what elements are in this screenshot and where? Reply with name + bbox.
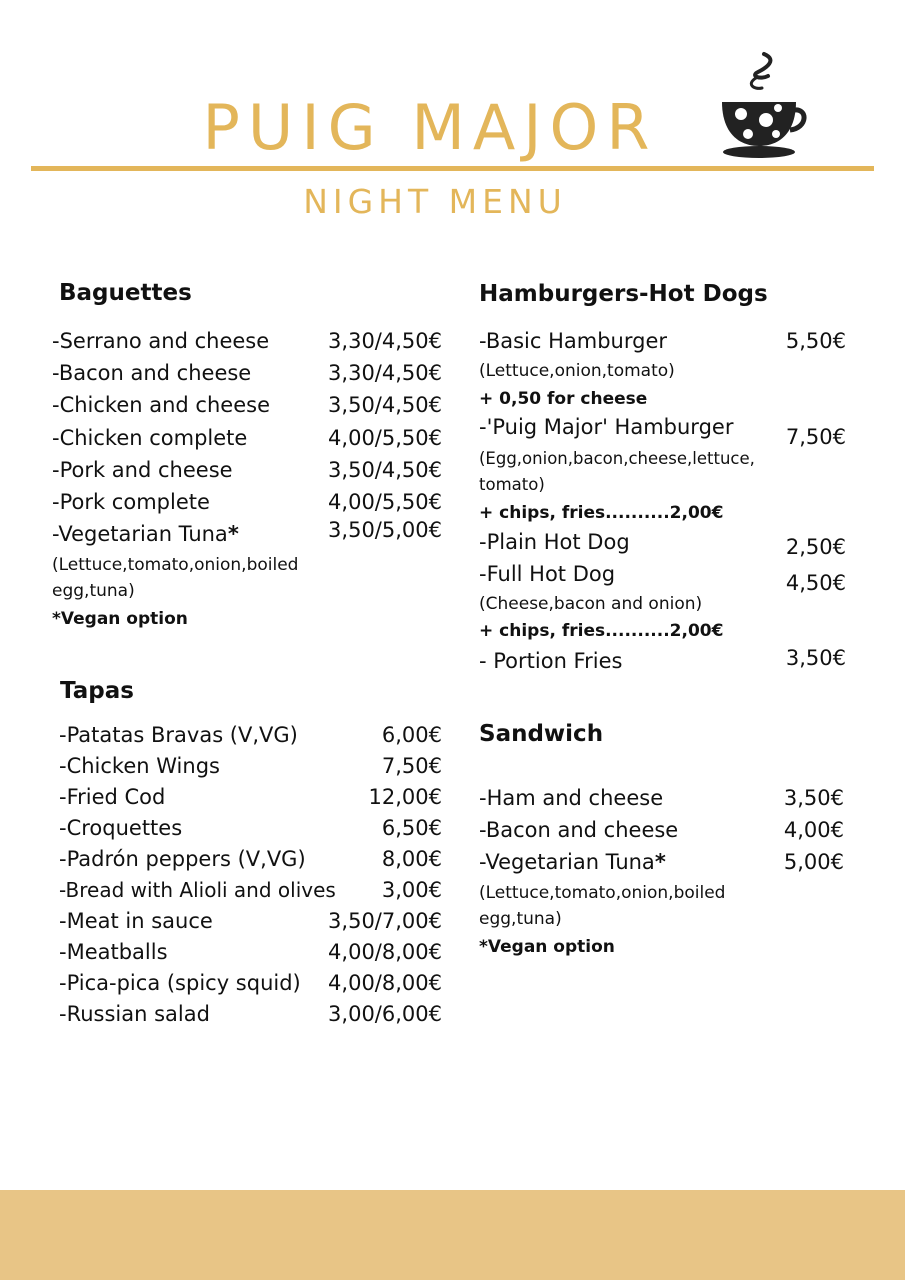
menu-item-name: -Plain Hot Dog xyxy=(479,530,630,554)
item-description: (Lettuce,onion,tomato) xyxy=(479,361,675,381)
menu-item-name: -Padrón peppers (V,VG) xyxy=(59,847,306,871)
vegan-note: *Vegan option xyxy=(52,609,188,629)
menu-item-name: -Pica-pica (spicy squid) xyxy=(59,971,301,995)
menu-item-price: 3,30/4,50€ xyxy=(328,329,442,353)
menu-item-name xyxy=(479,848,666,876)
item-name-text: -Vegetarian Tuna xyxy=(52,522,228,546)
menu-item-price: 6,00€ xyxy=(381,723,442,747)
menu-item-price: 4,50€ xyxy=(785,571,846,595)
menu-item-price: 6,50€ xyxy=(381,816,442,840)
menu-item-price: 4,00/8,00€ xyxy=(328,971,442,995)
menu-item-name: -Bacon and cheese xyxy=(52,361,252,385)
menu-item-price: 3,00/6,00€ xyxy=(328,1002,442,1026)
menu-item-price: 3,30/4,50€ xyxy=(328,361,442,385)
menu-item-name: -Russian salad xyxy=(59,1002,210,1026)
item-description: (Egg,onion,bacon,cheese,lettuce, tomato) xyxy=(479,449,755,494)
vegan-star: * xyxy=(654,850,666,874)
extra-note: + 0,50 for cheese xyxy=(479,389,648,409)
menu-item-price: 3,50€ xyxy=(783,786,844,810)
menu-item-name: -Patatas Bravas (V,VG) xyxy=(59,723,298,747)
menu-item-price: 3,50/5,00€ xyxy=(328,518,442,542)
menu-item-name: -Pork complete xyxy=(52,490,210,514)
menu-item-price: 2,50€ xyxy=(785,535,846,559)
menu-item-name xyxy=(52,520,239,548)
menu-item-name: -Chicken and cheese xyxy=(52,393,270,417)
menu-item-price: 3,50/7,00€ xyxy=(328,909,442,933)
menu-item-price: 4,00/8,00€ xyxy=(328,940,442,964)
menu-item-name: -Meatballs xyxy=(59,940,168,964)
item-name-text: -Vegetarian Tuna xyxy=(479,850,655,874)
menu-item-price: 8,00€ xyxy=(381,847,442,871)
coffee-cup-icon xyxy=(716,50,808,162)
extra-note: + chips, fries..........2,00€ xyxy=(479,621,724,641)
restaurant-title: PUIG MAJOR xyxy=(202,91,658,164)
menu-item-price: 12,00€ xyxy=(368,785,442,809)
vegan-star: * xyxy=(227,522,239,546)
menu-item-name: -Fried Cod xyxy=(59,785,166,809)
menu-item-price: 3,50/4,50€ xyxy=(328,458,442,482)
menu-item-name: -Pork and cheese xyxy=(52,458,233,482)
menu-item-price: 3,00€ xyxy=(381,878,442,902)
item-description: (Cheese,bacon and onion) xyxy=(479,594,703,614)
menu-item-name: -'Puig Major' Hamburger xyxy=(479,415,734,439)
menu-item-name: -Bacon and cheese xyxy=(479,818,679,842)
menu-item-price: 7,50€ xyxy=(785,425,846,449)
menu-item-price: 3,50€ xyxy=(785,646,846,670)
menu-item-price: 4,00/5,50€ xyxy=(328,490,442,514)
menu-item-name: -Croquettes xyxy=(59,816,183,840)
footer-band xyxy=(0,1190,905,1280)
section-title-tapas: Tapas xyxy=(60,678,134,704)
menu-item-price: 4,00€ xyxy=(783,818,844,842)
menu-item-name: -Chicken Wings xyxy=(59,754,220,778)
menu-item-price: 5,00€ xyxy=(783,850,844,874)
menu-item-name: -Serrano and cheese xyxy=(52,329,270,353)
section-title-hamburgers: Hamburgers-Hot Dogs xyxy=(479,281,768,307)
extra-note: + chips, fries..........2,00€ xyxy=(479,503,724,523)
menu-item-price: 7,50€ xyxy=(381,754,442,778)
menu-item-name: -Bread with Alioli and olives xyxy=(59,878,336,902)
menu-subtitle: NIGHT MENU xyxy=(303,182,567,221)
menu-item-price: 4,00/5,50€ xyxy=(328,426,442,450)
menu-item-name: -Meat in sauce xyxy=(59,909,213,933)
menu-item-name: -Full Hot Dog xyxy=(479,562,616,586)
menu-item-name: -Basic Hamburger xyxy=(479,329,668,353)
item-description: (Lettuce,tomato,onion,boiled egg,tuna) xyxy=(479,883,726,929)
menu-item-name: -Chicken complete xyxy=(52,426,248,450)
section-title-baguettes: Baguettes xyxy=(59,280,192,306)
section-title-sandwich: Sandwich xyxy=(479,721,604,747)
menu-item-price: 3,50/4,50€ xyxy=(328,393,442,417)
menu-item-price: 5,50€ xyxy=(785,329,846,353)
menu-item-name: -Ham and cheese xyxy=(479,786,664,810)
item-description: (Lettuce,tomato,onion,boiled egg,tuna) xyxy=(52,555,299,601)
header-divider xyxy=(31,166,874,171)
menu-item-name: - Portion Fries xyxy=(479,649,623,673)
vegan-note: *Vegan option xyxy=(479,937,615,957)
